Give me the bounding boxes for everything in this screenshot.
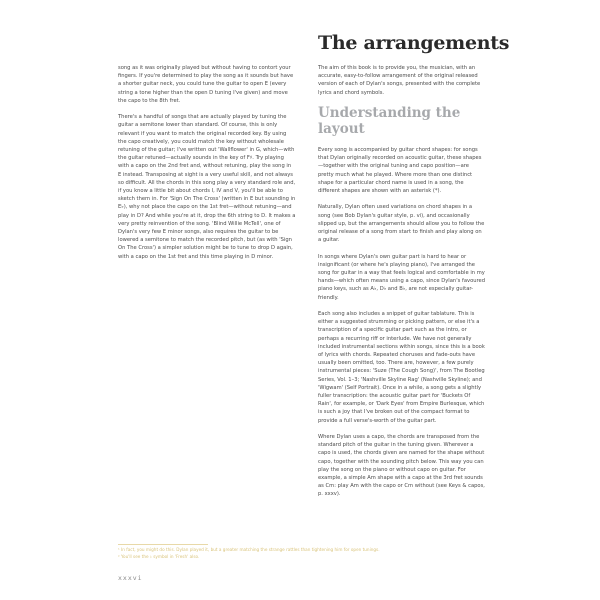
body-paragraph: Where Dylan uses a capo, the chords are transposed from the standard pitch of the guitar in the tuning given. Wherever a capo is used, the chords given are named for the shape without capo, together with the sounding pitch below. This way you can play the song on the piano or without capo on guitar. For example, a simple Am shape with a capo at the 3rd fret sounds as Cm: play Am with the capo or Cm without (see Keys & capos, p. xxxv). <box>318 434 485 498</box>
left-paragraph: song as it was originally played but without having to contort your fingers. If you're determined to play the song as it sounds but have a shorter guitar neck, you could tune the guitar to open E (every string a tone higher than the open D tuning I've given) and move the capo to the 8th fret. <box>118 65 294 104</box>
body-paragraph: Naturally, Dylan often used variations on chord shapes in a song (see Bob Dylan's guitar style, p. vi), and occasionally slipped up, but the arrangements should allow you to follow the original release of a song from start to finish and play along on a guitar. <box>318 204 485 244</box>
page-number: xxxvi <box>118 574 143 582</box>
body-paragraph: In songs where Dylan's own guitar part is hard to hear or insignificant (or where he's playing piano), I've arranged the song for guitar in a way that feels logical and comfortable in my hands—which often means using a capo, since Dylan's favoured piano keys, such as A♭, D♭ and B♭, are not especially guitar-friendly. <box>318 253 486 301</box>
body-paragraph: Each song also includes a snippet of guitar tablature. This is either a suggested strumming or picking pattern, or else it's a transcription of a specific guitar part such as the intro, or perhaps a recurring riff or interlude. We have not generally included instrumental sections within songs, since this is a book of lyrics with chords. Repeated choruses and fade-outs have usually been omitted, too. There are, however, a few purely instrumental pieces: 'Suze (The Cough Song)', from The Bootleg Series, Vol. 1–3; 'Nashville Skyline Rag' (Nashville Skyline); and 'Wigwam' (Self Portrait). Once in a while, a song gets a slightly fuller transcription: the acoustic guitar part for 'Buckets Of Rain', for example, or 'Dark Eyes' from Empire Burlesque, which is such a joy that I've broken out of the compact format to provide a full verse's-worth of the guitar part. <box>318 311 485 424</box>
left-paragraph: There's a handful of songs that are actually played by tuning the guitar a semitone lower than standard. Of course, this is only relevant if you want to match the original recorded key. By using the capo creatively, you could match the key without wholesale retuning of the guitar; I've written out 'Wallflower' in G, which—with the guitar retuned—actually sounds in the key of F♯. Try playing with a capo on the 2nd fret and, without retuning, play the song in E instead. Transposing at sight is a very useful skill, and not always so difficult. All the chords in this song play a very standard role and, if you know a little bit about chords I, IV and V, you'll be able to sketch them in. For 'Sign On The Cross' (written in E but sounding in E♭), why not place the capo on the 1st fret—without retuning—and play in D? And while you're at it, drop the 6th string to D. It makes a very pretty reinvention of the song. 'Blind Willie McTell', one of Dylan's very few E minor songs, also requires the guitar to be lowered a semitone to match the recorded pitch, but (as with 'Sign On The Cross') a simpler solution might be to tune to drop D again, with a capo on the 1st fret and this time playing in D minor. <box>118 114 296 260</box>
section-subheading: Understanding the layout <box>318 105 461 137</box>
left-column <box>118 64 296 269</box>
page-title: The arrangements <box>318 32 510 54</box>
right-column <box>318 64 486 507</box>
footnote: ¹ In fact, you might do this. Dylan played it, but a greater matching the strange rattles than tightening him for open tunings. <box>118 547 380 552</box>
footnotes <box>118 547 478 560</box>
intro-paragraph: The aim of this book is to provide you, the musician, with an accurate, easy-to-follow arrangement of the original released version of each of Dylan's songs, presented with the complete lyrics and chord symbols. <box>318 65 481 96</box>
footnote-rule <box>118 544 208 545</box>
footnote: ² You'll see the ♭ symbol in 'Fresh' also. <box>118 553 200 559</box>
body-paragraph: Every song is accompanied by guitar chord shapes: for songs that Dylan originally recorded on acoustic guitar, these shapes—together with the original tuning and capo position—are pretty much what he played. Where more than one distinct shape for a particular chord name is used in a song, the different shapes are shown with an asterisk (*). <box>318 147 482 195</box>
